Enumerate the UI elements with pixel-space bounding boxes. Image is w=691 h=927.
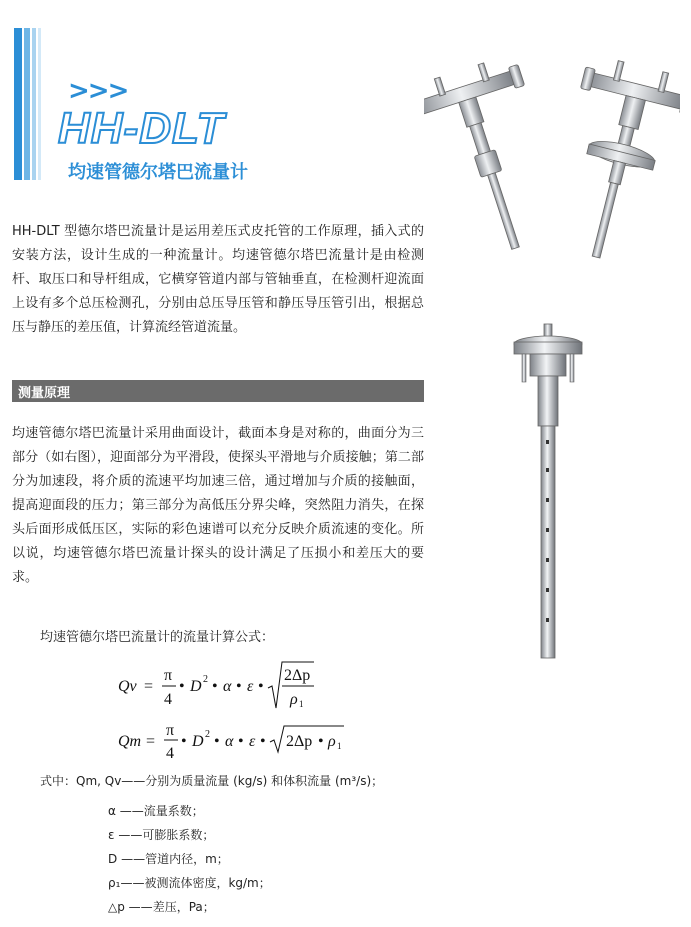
dot: • xyxy=(258,678,264,695)
legend-dash: —— xyxy=(115,804,144,818)
principle-paragraph: 均速管德尔塔巴流量计采用曲面设计，截面本身是对称的，曲面分为三部分（如右图），迎面部分为平滑段，使探头平滑地与介质接触；第二部分为加速段，将介质的流速平均加速三倍，通过增加与介质的接触面，提高迎面段的压力；第三部分为高低压分界尖峰，突然阻力消失，在探头后面形成低压区，实际的彩色速谱可以充分反映介质流速的变化。所以说，均速管德尔塔巴流量计探头的设计满足了压损小和差压大的要求。 xyxy=(12,426,424,585)
legend-desc: 被测流体密度，kg/m； xyxy=(144,876,271,890)
dot: • xyxy=(260,733,266,750)
flowmeter-photo-right xyxy=(560,56,680,266)
dot: • xyxy=(214,733,220,750)
rho-symbol: ρ xyxy=(328,733,336,750)
alpha-symbol: α xyxy=(223,678,232,695)
legend-item xyxy=(108,850,229,867)
d-symbol: D xyxy=(192,733,204,750)
two-delta-p: 2Δp xyxy=(286,733,313,750)
eq-sign: = xyxy=(146,733,156,750)
dot: • xyxy=(236,678,242,695)
dot: • xyxy=(181,733,187,750)
legend-desc: 可膨胀系数； xyxy=(142,828,215,842)
brand-title: HH-DLT xyxy=(58,104,225,153)
legend-symbol: α xyxy=(108,804,116,818)
pi-symbol: π xyxy=(166,722,175,739)
legend-item xyxy=(108,826,214,843)
qv-lhs: Qv xyxy=(118,678,137,695)
legend-desc: 差压，Pa； xyxy=(152,900,215,914)
legend-heading: 式中：Qm, Qv——分别为质量流量 (kg/s) 和体积流量 (m³/s)； xyxy=(40,774,384,788)
section-title: 测量原理 xyxy=(18,386,71,401)
square-sup: 2 xyxy=(205,729,210,740)
dot: • xyxy=(238,733,244,750)
legend-symbol: ε xyxy=(108,828,115,842)
legend-symbol: ρ₁ xyxy=(108,876,121,890)
qm-lhs: Qm xyxy=(118,733,142,750)
accent-bar xyxy=(24,28,30,180)
flowmeter-probe-photo xyxy=(508,322,588,662)
qv-formula xyxy=(118,658,348,714)
legend-dash: —— xyxy=(117,852,146,866)
product-subtitle: 均速管德尔塔巴流量计 xyxy=(68,162,248,183)
rho-subscript: 1 xyxy=(337,741,342,751)
accent-bar xyxy=(14,28,22,180)
legend-dash: —— xyxy=(124,900,153,914)
legend-dash: —— xyxy=(114,828,143,842)
intro-paragraph: HH-DLT 型德尔塔巴流量计是运用差压式皮托管的工作原理，插入式的安装方法，设计生成的一种流量计。均速管德尔塔巴流量计是由检测杆、取压口和导杆组成，它横穿管道内部与管轴垂直，在检测杆迎流面上设有多个总压检测孔，分别由总压导压管和静压导压管引出，根据总压与静压的差压值，计算流经管道流量。 xyxy=(12,224,424,335)
chevron-icon: >>> xyxy=(68,76,128,106)
legend-desc: 管道内径，m； xyxy=(145,852,229,866)
legend-symbol: △p xyxy=(108,900,125,914)
qm-formula xyxy=(118,718,358,762)
two-delta-p: 2Δp xyxy=(284,667,311,684)
legend-item xyxy=(108,898,215,915)
eq-sign: = xyxy=(144,678,154,695)
epsilon-symbol: ε xyxy=(249,733,256,750)
section-header-bar xyxy=(12,380,424,402)
alpha-symbol: α xyxy=(225,733,234,750)
legend-dash: —— xyxy=(120,876,145,890)
rho-subscript: 1 xyxy=(299,699,304,709)
four-digit: 4 xyxy=(164,691,172,708)
legend-symbol: D xyxy=(108,852,118,866)
legend-item xyxy=(108,874,271,891)
flowmeter-photo-left xyxy=(424,60,554,260)
pi-symbol: π xyxy=(164,667,173,684)
epsilon-symbol: ε xyxy=(247,678,254,695)
legend-item xyxy=(108,802,204,819)
dot: • xyxy=(212,678,218,695)
legend-desc: 流量系数； xyxy=(143,804,204,818)
accent-bar xyxy=(38,28,41,180)
dot: • xyxy=(179,678,185,695)
formula-intro: 均速管德尔塔巴流量计的流量计算公式： xyxy=(40,630,275,645)
dot: • xyxy=(318,733,324,750)
rho-symbol: ρ xyxy=(290,691,298,708)
four-digit: 4 xyxy=(166,745,174,762)
d-symbol: D xyxy=(190,678,202,695)
accent-bar xyxy=(32,28,36,180)
square-sup: 2 xyxy=(203,674,208,685)
